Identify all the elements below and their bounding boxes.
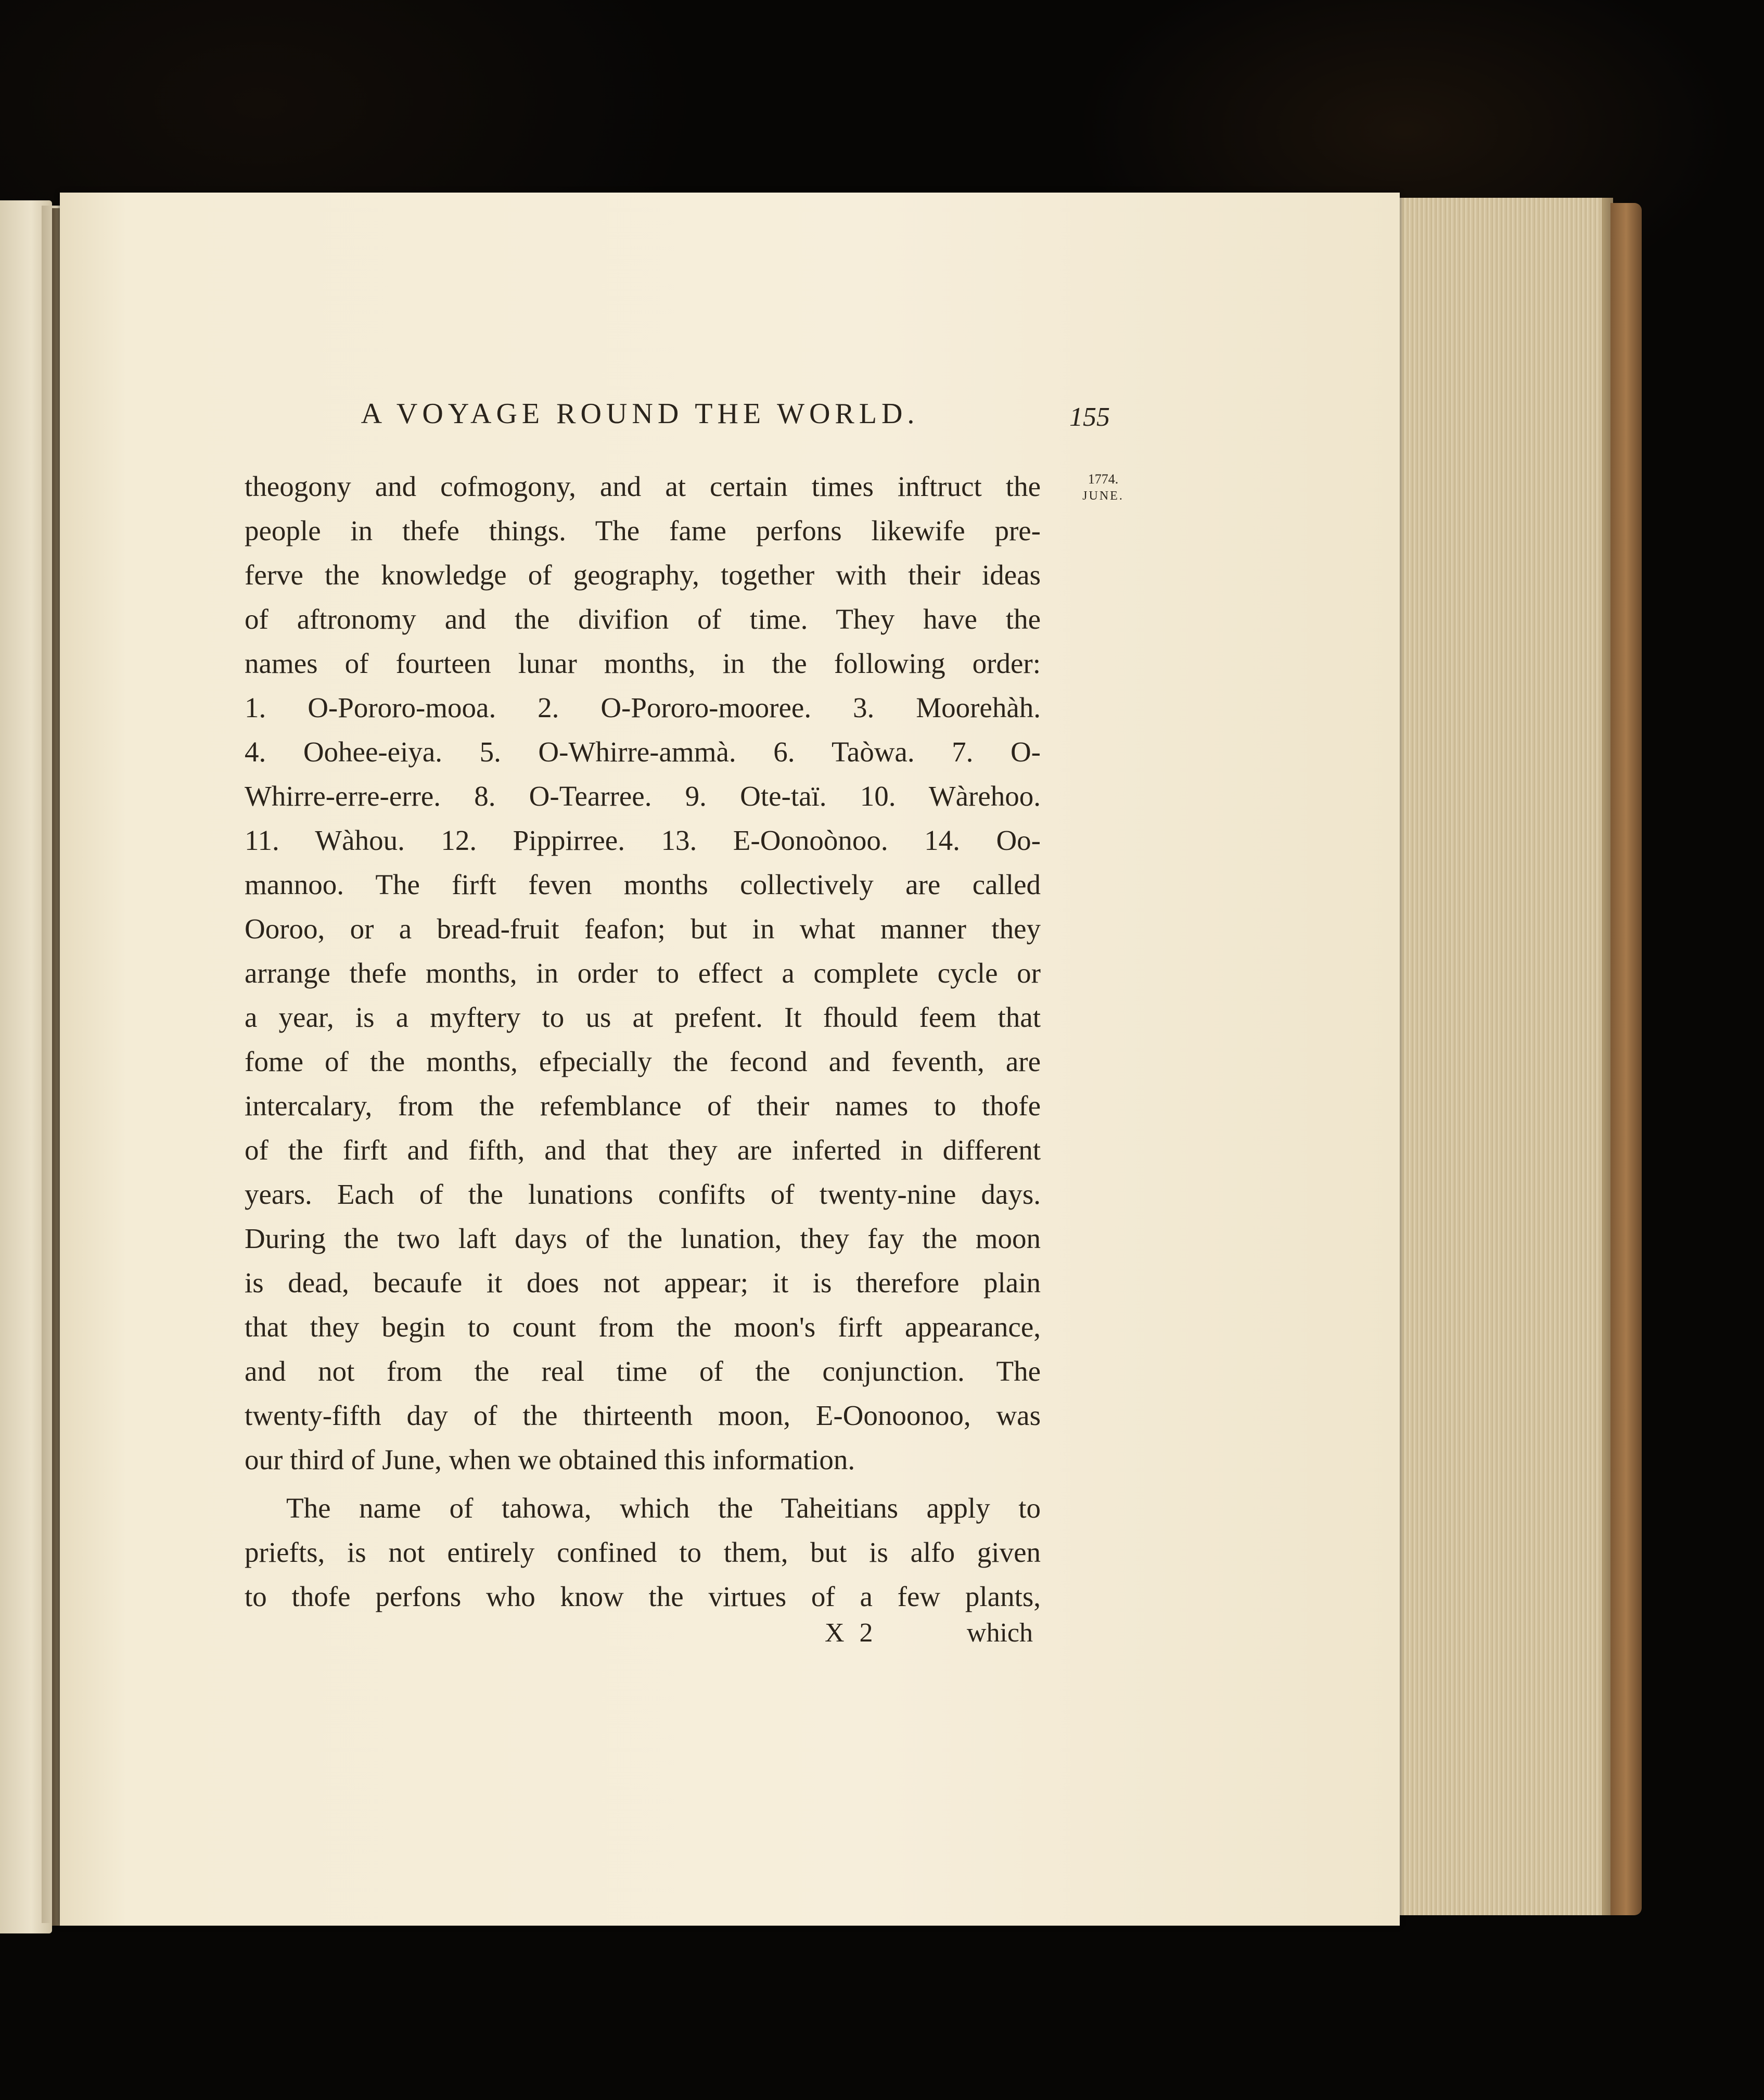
text-line: of aftronomy and the divifion of time. They have the [245, 603, 1041, 635]
text-line: arrange thefe months, in order to effect a complete cycle or [245, 957, 1041, 989]
text-line: The name of tahowa, which the Taheitians apply to [286, 1492, 1041, 1524]
catchword: which [966, 1618, 1033, 1648]
page-footer [245, 1618, 1041, 1654]
text-line: our third of June, when we obtained this information. [245, 1444, 855, 1475]
text-line: Whirre-erre-erre. 8. O-Tearree. 9. Ote-taï. 10. Wàrehoo. [245, 780, 1041, 812]
signature-mark: X 2 [825, 1618, 877, 1648]
text-line: that they begin to count from the moon's firft appearance, [245, 1311, 1041, 1343]
running-head: A VOYAGE ROUND THE WORLD. [361, 398, 919, 430]
paragraph-break [245, 1482, 1041, 1486]
text-line: theogony and cofmogony, and at certain times inftruct the [245, 470, 1041, 502]
text-line: fome of the months, efpecially the fecond and feventh, are [245, 1046, 1041, 1077]
text-line: priefts, is not entirely confined to them, but is alfo given [245, 1536, 1041, 1568]
text-line: is dead, becaufe it does not appear; it is therefore plain [245, 1267, 1041, 1299]
page-number: 155 [1069, 402, 1110, 432]
text-line: ferve the knowledge of geography, together with their ideas [245, 559, 1041, 591]
text-line: intercalary, from the refemblance of their names to thofe [245, 1090, 1041, 1122]
margin-year: 1774. [1088, 472, 1119, 487]
text-line: people in thefe things. The fame perfons likewife pre- [245, 515, 1041, 546]
text-line: 1. O-Pororo-mooa. 2. O-Pororo-mooree. 3. Moorehàh. [245, 692, 1041, 723]
body-text [245, 464, 1041, 1619]
text-line: 11. Wàhou. 12. Pippirree. 13. E-Oonoònoo. 14. Oo- [245, 824, 1041, 856]
text-line: names of fourteen lunar months, in the following order: [245, 647, 1041, 679]
text-line: and not from the real time of the conjunction. The [245, 1355, 1041, 1387]
margin-date-note [1067, 471, 1140, 504]
text-line: twenty-fifth day of the thirteenth moon, E-Oonoonoo, was [245, 1399, 1041, 1431]
text-line: Ooroo, or a bread-fruit feafon; but in what manner they [245, 913, 1041, 945]
text-line: During the two laft days of the lunation, they fay the moon [245, 1223, 1041, 1254]
text-line: of the firft and fifth, and that they are inferted in different [245, 1134, 1041, 1166]
text-line: to thofe perfons who know the virtues of a few plants, [245, 1581, 1041, 1612]
margin-month: JUNE. [1082, 489, 1124, 503]
text-line: 4. Oohee-eiya. 5. O-Whirre-ammà. 6. Taòwa. 7. O- [245, 736, 1041, 768]
page-edges [1397, 198, 1613, 1915]
text-line: years. Each of the lunations confifts of twenty-nine days. [245, 1178, 1041, 1210]
book-cover-edge [1610, 203, 1642, 1915]
text-line: a year, is a myftery to us at prefent. It fhould feem that [245, 1001, 1041, 1033]
text-line: mannoo. The firft feven months collectively are called [245, 869, 1041, 900]
